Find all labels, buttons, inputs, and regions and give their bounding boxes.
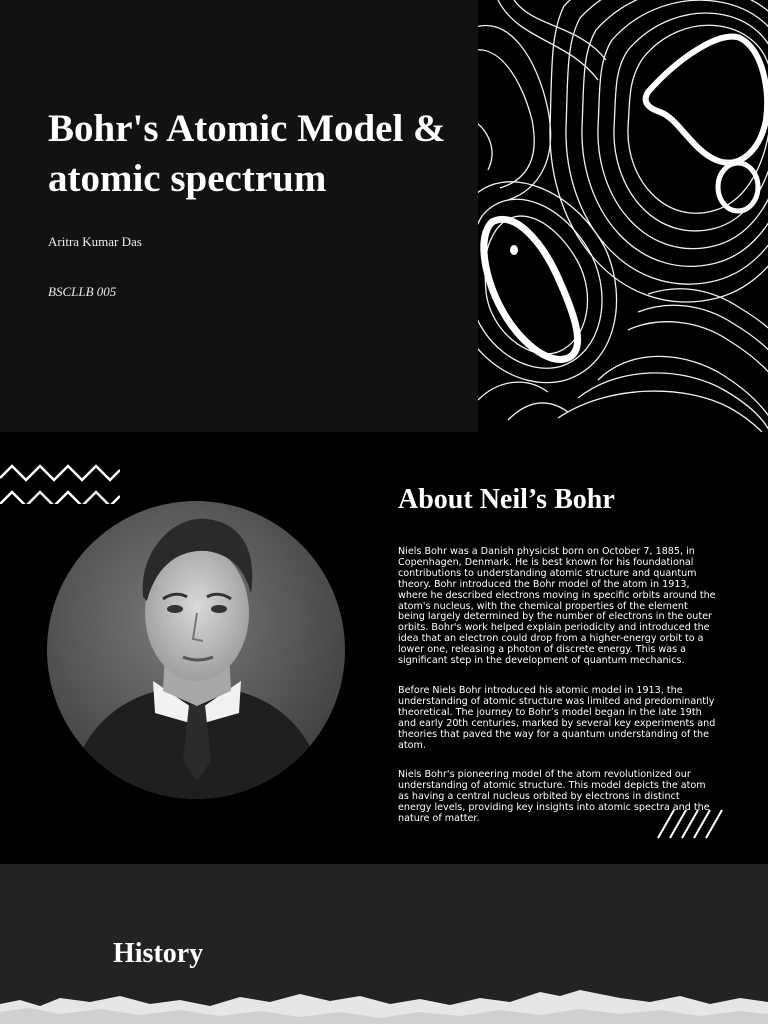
author-name: Aritra Kumar Das [48, 234, 142, 249]
title-slide [0, 0, 768, 432]
presentation-title: Bohr's Atomic Model & atomic spectrum [48, 107, 446, 200]
zigzag-decoration-icon [0, 454, 120, 504]
about-paragraph-1: Niels Bohr was a Danish physicist born on October 7, 1885, in Copenhagen, Denmark. He is best known for his foundational contributions to understanding atomic structure and quantum theory. Bohr introduced the Bohr model of the atom in 1913, where he described electrons moving in specific orbits around the atom's nucleus, with the chemical properties of the element being largely determined by the number of electrons in the outer orbits. Bohr's work helped explain periodicity and introduced the idea that an electron could drop from a higher-energy orbit to a lower one, releasing a photon of discrete energy. This was a significant step in the development of quantum mechanics. [398, 546, 716, 667]
niels-bohr-portrait [47, 501, 345, 799]
contour-pattern-image [478, 0, 768, 432]
slash-lines-decoration-icon [656, 808, 726, 840]
history-slide [0, 864, 768, 1024]
about-paragraph-2: Before Niels Bohr introduced his atomic model in 1913, the understanding of atomic structure was limited and predominantly theoretical. The journey to Bohr’s model began in the late 19th and early 20th centuries, marked by several key experiments and theories that paved the way for a quantum understanding of the atom. [398, 685, 716, 751]
about-heading: About Neil’s Bohr [398, 484, 615, 515]
about-slide [0, 432, 768, 864]
about-paragraph-3: Niels Bohr's pioneering model of the atom revolutionized our understanding of atomic structure. This model depicts the atom as having a central nucleus orbited by electrons in distinct energy levels, providing key insights into atomic spectra and the nature of matter. [398, 769, 710, 824]
roll-number: BSCLLB 005 [48, 284, 117, 299]
history-heading: History [113, 938, 204, 969]
torn-paper-edge-decoration [0, 982, 768, 1024]
